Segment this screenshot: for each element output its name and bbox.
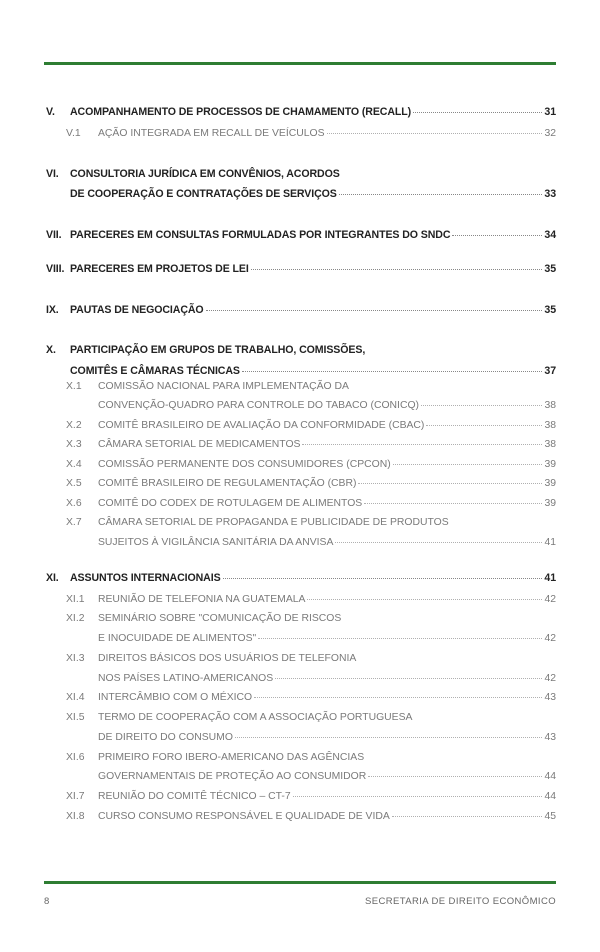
toc-entry[interactable] <box>46 105 556 119</box>
toc-entry-page: 43 <box>544 692 556 703</box>
toc-leader-dots <box>335 542 542 543</box>
toc-entry-title: PRIMEIRO FORO IBERO-AMERICANO DAS AGÊNCIAS <box>98 752 365 763</box>
toc-entry-title: COMISSÃO NACIONAL PARA IMPLEMENTAÇÃO DA <box>98 381 349 392</box>
toc-entry-title: SUJEITOS À VIGILÂNCIA SANITÁRIA DA ANVISA <box>98 537 334 548</box>
toc-leader-dots <box>293 796 543 797</box>
toc-entry-title: PARECERES EM PROJETOS DE LEI <box>70 263 249 275</box>
toc-entry-number: X.3 <box>66 439 82 450</box>
toc-entry-page: 39 <box>544 459 556 470</box>
toc-leader-dots <box>302 444 542 445</box>
toc-entry-title: NOS PAÍSES LATINO-AMERICANOS <box>98 673 274 684</box>
toc-entry[interactable] <box>66 731 556 745</box>
toc-entry-number: IX. <box>46 304 59 316</box>
toc-entry[interactable] <box>66 399 556 413</box>
toc-entry-title: E INOCUIDADE DE ALIMENTOS" <box>98 633 257 644</box>
toc-entry-number: XI.8 <box>66 811 85 822</box>
toc-entry[interactable] <box>46 343 556 357</box>
toc-entry[interactable] <box>66 438 556 452</box>
toc-entry-page: 38 <box>544 420 556 431</box>
toc-entry[interactable] <box>66 652 556 666</box>
toc-entry-title: CÂMARA SETORIAL DE PROPAGANDA E PUBLICIDADE DE PRODUTOS <box>98 517 449 528</box>
toc-entry-page: 42 <box>544 633 556 644</box>
toc-entry-title: REUNIÃO DO COMITÊ TÉCNICO – CT-7 <box>98 791 291 802</box>
toc-entry-title: DE DIREITO DO CONSUMO <box>98 732 233 743</box>
toc-entry-number: X.7 <box>66 517 82 528</box>
toc-entry-page: 33 <box>544 188 556 200</box>
toc-entry-number: XI.2 <box>66 613 85 624</box>
toc-entry-page: 39 <box>544 478 556 489</box>
toc-entry[interactable] <box>66 477 556 491</box>
toc-entry-page: 32 <box>544 128 556 139</box>
toc-leader-dots <box>368 776 542 777</box>
toc-entry-page: 31 <box>544 106 556 118</box>
toc-entry[interactable] <box>66 672 556 686</box>
toc-leader-dots <box>452 235 542 236</box>
toc-entry-number: X.2 <box>66 420 82 431</box>
toc-leader-dots <box>223 578 543 579</box>
toc-entry-title: INTERCÂMBIO COM O MÉXICO <box>98 692 253 703</box>
toc-entry-title: COMITÊ BRASILEIRO DE REGULAMENTAÇÃO (CBR) <box>98 478 357 489</box>
toc-entry-title: CURSO CONSUMO RESPONSÁVEL E QUALIDADE DE VIDA <box>98 811 390 822</box>
toc-entry-title: CONSULTORIA JURÍDICA EM CONVÊNIOS, ACORDOS <box>70 168 340 180</box>
toc-entry-number: X.1 <box>66 381 82 392</box>
toc-leader-dots <box>235 737 543 738</box>
toc-leader-dots <box>307 599 542 600</box>
toc-entry-title: COMITÊS E CÂMARAS TÉCNICAS <box>70 365 240 377</box>
toc-entry[interactable] <box>66 497 556 511</box>
toc-entry-page: 44 <box>544 791 556 802</box>
toc-entry[interactable] <box>66 380 556 394</box>
toc-entry[interactable] <box>46 303 556 317</box>
toc-entry-page: 41 <box>544 537 556 548</box>
toc-entry-title: GOVERNAMENTAIS DE PROTEÇÃO AO CONSUMIDOR <box>98 771 367 782</box>
toc-entry-title: TERMO DE COOPERAÇÃO COM A ASSOCIAÇÃO PORTUGUESA <box>98 712 413 723</box>
top-rule <box>44 62 556 65</box>
toc-entry-title: DE COOPERAÇÃO E CONTRATAÇÕES DE SERVIÇOS <box>70 188 337 200</box>
toc-entry-page: 43 <box>544 732 556 743</box>
toc-entry-number: XI.7 <box>66 791 85 802</box>
toc-leader-dots <box>421 405 542 406</box>
toc-leader-dots <box>206 310 543 311</box>
toc-entry[interactable] <box>46 364 556 378</box>
toc-entry-title: CÂMARA SETORIAL DE MEDICAMENTOS <box>98 439 301 450</box>
toc-entry-number: VII. <box>46 229 62 241</box>
toc-entry-number: X.6 <box>66 498 82 509</box>
toc-entry-title: SEMINÁRIO SOBRE "COMUNICAÇÃO DE RISCOS <box>98 613 342 624</box>
toc-entry[interactable] <box>66 516 556 530</box>
toc-entry-page: 38 <box>544 439 556 450</box>
toc-entry-title: REUNIÃO DE TELEFONIA NA GUATEMALA <box>98 594 306 605</box>
toc-entry-page: 35 <box>544 263 556 275</box>
toc-entry[interactable] <box>46 262 556 276</box>
toc-entry-page: 41 <box>544 572 556 584</box>
toc-entry[interactable] <box>66 419 556 433</box>
toc-entry-page: 44 <box>544 771 556 782</box>
toc-entry[interactable] <box>46 167 556 181</box>
toc-entry-title: COMISSÃO PERMANENTE DOS CONSUMIDORES (CPCON) <box>98 459 391 470</box>
toc-entry-number: VIII. <box>46 263 65 275</box>
toc-entry-page: 38 <box>544 400 556 411</box>
toc-leader-dots <box>393 464 543 465</box>
toc-entry-number: X. <box>46 344 56 356</box>
toc-entry-page: 39 <box>544 498 556 509</box>
toc-entry[interactable] <box>66 536 556 550</box>
toc-entry-number: X.5 <box>66 478 82 489</box>
toc-leader-dots <box>392 816 543 817</box>
toc-entry-number: XI.1 <box>66 594 85 605</box>
toc-entry-title: PAUTAS DE NEGOCIAÇÃO <box>70 304 204 316</box>
toc-entry-number: XI. <box>46 572 59 584</box>
toc-leader-dots <box>426 425 542 426</box>
toc-entry[interactable] <box>66 770 556 784</box>
toc-entry-title: ASSUNTOS INTERNACIONAIS <box>70 572 221 584</box>
toc-entry-title: COMITÊ DO CODEX DE ROTULAGEM DE ALIMENTOS <box>98 498 363 509</box>
toc-entry-title: AÇÃO INTEGRADA EM RECALL DE VEÍCULOS <box>98 128 325 139</box>
toc-entry-number: XI.4 <box>66 692 85 703</box>
toc-entry-title: COMITÊ BRASILEIRO DE AVALIAÇÃO DA CONFORMIDADE (CBAC) <box>98 420 425 431</box>
toc-leader-dots <box>339 194 543 195</box>
toc-entry[interactable] <box>46 187 556 201</box>
toc-leader-dots <box>327 133 543 134</box>
toc-entry-page: 45 <box>544 811 556 822</box>
toc-leader-dots <box>242 371 543 372</box>
toc-entry-page: 35 <box>544 304 556 316</box>
bottom-rule <box>44 881 556 884</box>
toc-entry[interactable] <box>66 691 556 705</box>
toc-entry-title: PARTICIPAÇÃO EM GRUPOS DE TRABALHO, COMISSÕES, <box>70 344 366 356</box>
toc-entry[interactable] <box>66 612 556 626</box>
toc-entry[interactable] <box>66 810 556 824</box>
toc-entry-number: VI. <box>46 168 59 180</box>
footer-publisher: SECRETARIA DE DIREITO ECONÔMICO <box>365 896 556 907</box>
toc-leader-dots <box>258 638 542 639</box>
toc-leader-dots <box>413 112 542 113</box>
toc-entry[interactable] <box>66 127 556 141</box>
toc-entry-title: PARECERES EM CONSULTAS FORMULADAS POR INTEGRANTES DO SNDC <box>70 229 451 241</box>
toc-entry[interactable] <box>46 571 556 585</box>
toc-entry[interactable] <box>66 593 556 607</box>
toc-entry-number: V. <box>46 106 55 118</box>
toc-leader-dots <box>254 697 542 698</box>
toc-entry-number: V.1 <box>66 128 81 139</box>
footer-page-number: 8 <box>44 896 50 907</box>
toc-leader-dots <box>275 678 542 679</box>
toc-entry-title: CONVENÇÃO-QUADRO PARA CONTROLE DO TABACO (CONICQ) <box>98 400 419 411</box>
toc-entry-number: XI.3 <box>66 653 85 664</box>
toc-entry[interactable] <box>66 711 556 725</box>
toc-leader-dots <box>251 269 543 270</box>
toc-entry[interactable] <box>66 632 556 646</box>
toc-entry-page: 42 <box>544 673 556 684</box>
toc-entry-page: 34 <box>544 229 556 241</box>
toc-entry-number: XI.5 <box>66 712 85 723</box>
toc-entry-number: XI.6 <box>66 752 85 763</box>
toc-leader-dots <box>358 483 542 484</box>
toc-entry-number: X.4 <box>66 459 82 470</box>
toc-leader-dots <box>364 503 542 504</box>
toc-entry[interactable] <box>66 790 556 804</box>
toc-entry[interactable] <box>66 458 556 472</box>
toc-entry-title: DIREITOS BÁSICOS DOS USUÁRIOS DE TELEFONIA <box>98 653 357 664</box>
toc-entry-page: 37 <box>544 365 556 377</box>
toc-entry[interactable] <box>66 751 556 765</box>
toc-entry[interactable] <box>46 228 556 242</box>
toc-entry-title: ACOMPANHAMENTO DE PROCESSOS DE CHAMAMENTO (RECALL) <box>70 106 412 118</box>
toc-entry-page: 42 <box>544 594 556 605</box>
